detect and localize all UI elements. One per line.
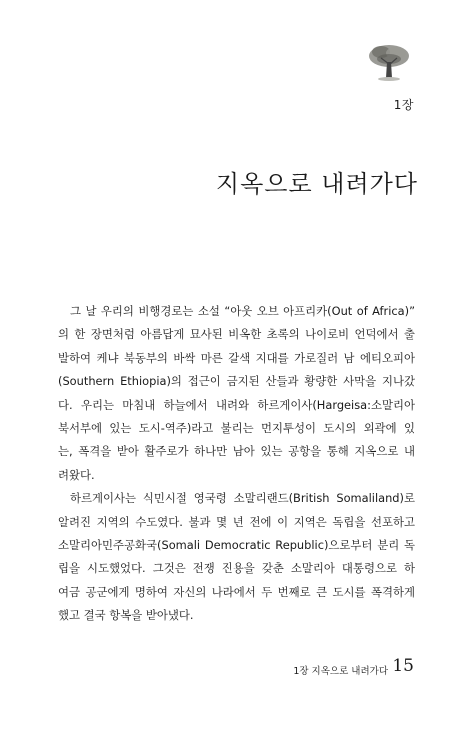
paragraph — [58, 487, 415, 627]
text-line: 하르게이사는 식민시절 영국령 소말리랜드(British Somaliland)로 — [70, 491, 415, 506]
text-line: (Southern Ethiopia)의 접근이 금지된 산들과 황량한 사막을 지나갔 — [58, 374, 415, 389]
text-line: 는, 폭격을 받아 활주로가 하나만 남아 있는 공항을 통해 지옥으로 내 — [58, 444, 415, 459]
page-number: 15 — [392, 656, 414, 676]
body-text — [58, 300, 415, 628]
text-line: 그 날 우리의 비행경로는 소설 “아웃 오브 아프리카(Out of Africa)” — [70, 304, 415, 318]
text-line: 려왔다. — [58, 467, 95, 482]
text-line: 알려진 지역의 수도였다. 불과 몇 년 전에 이 지역은 독립을 선포하고 — [58, 514, 415, 529]
paragraph — [58, 300, 415, 487]
text-line: 했고 결국 항복을 받아냈다. — [58, 608, 194, 623]
chapter-title: 지옥으로 내려가다 — [215, 170, 418, 198]
running-head: 1장 지옥으로 내려가다 — [293, 666, 388, 677]
text-line: 소말리아민주공화국(Somali Democratic Republic)으로부터 분리 독 — [58, 538, 415, 553]
text-line: 발하여 케냐 북동부의 바싹 마른 갈색 지대를 가로질러 남 에티오피아 — [58, 350, 415, 365]
text-line: 립을 시도했었다. 그것은 전쟁 진용을 갖춘 소말리아 대통령으로 하 — [58, 561, 415, 576]
chapter-number: 1장 — [393, 98, 414, 112]
text-line: 북서부에 있는 도시-역주)라고 불리는 먼지투성이 도시의 외곽에 있 — [58, 421, 415, 436]
text-line: 여금 공군에게 명하여 자신의 나라에서 두 번째로 큰 도시를 폭격하게 — [58, 584, 415, 599]
text-line: 다. 우리는 마침내 하늘에서 내려와 하르게이사(Hargeisa:소말리아 — [58, 397, 415, 412]
text-line: 의 한 장면처럼 아름답게 묘사된 비옥한 초록의 나이로비 언덕에서 출 — [58, 327, 415, 342]
tree-icon — [366, 40, 412, 86]
